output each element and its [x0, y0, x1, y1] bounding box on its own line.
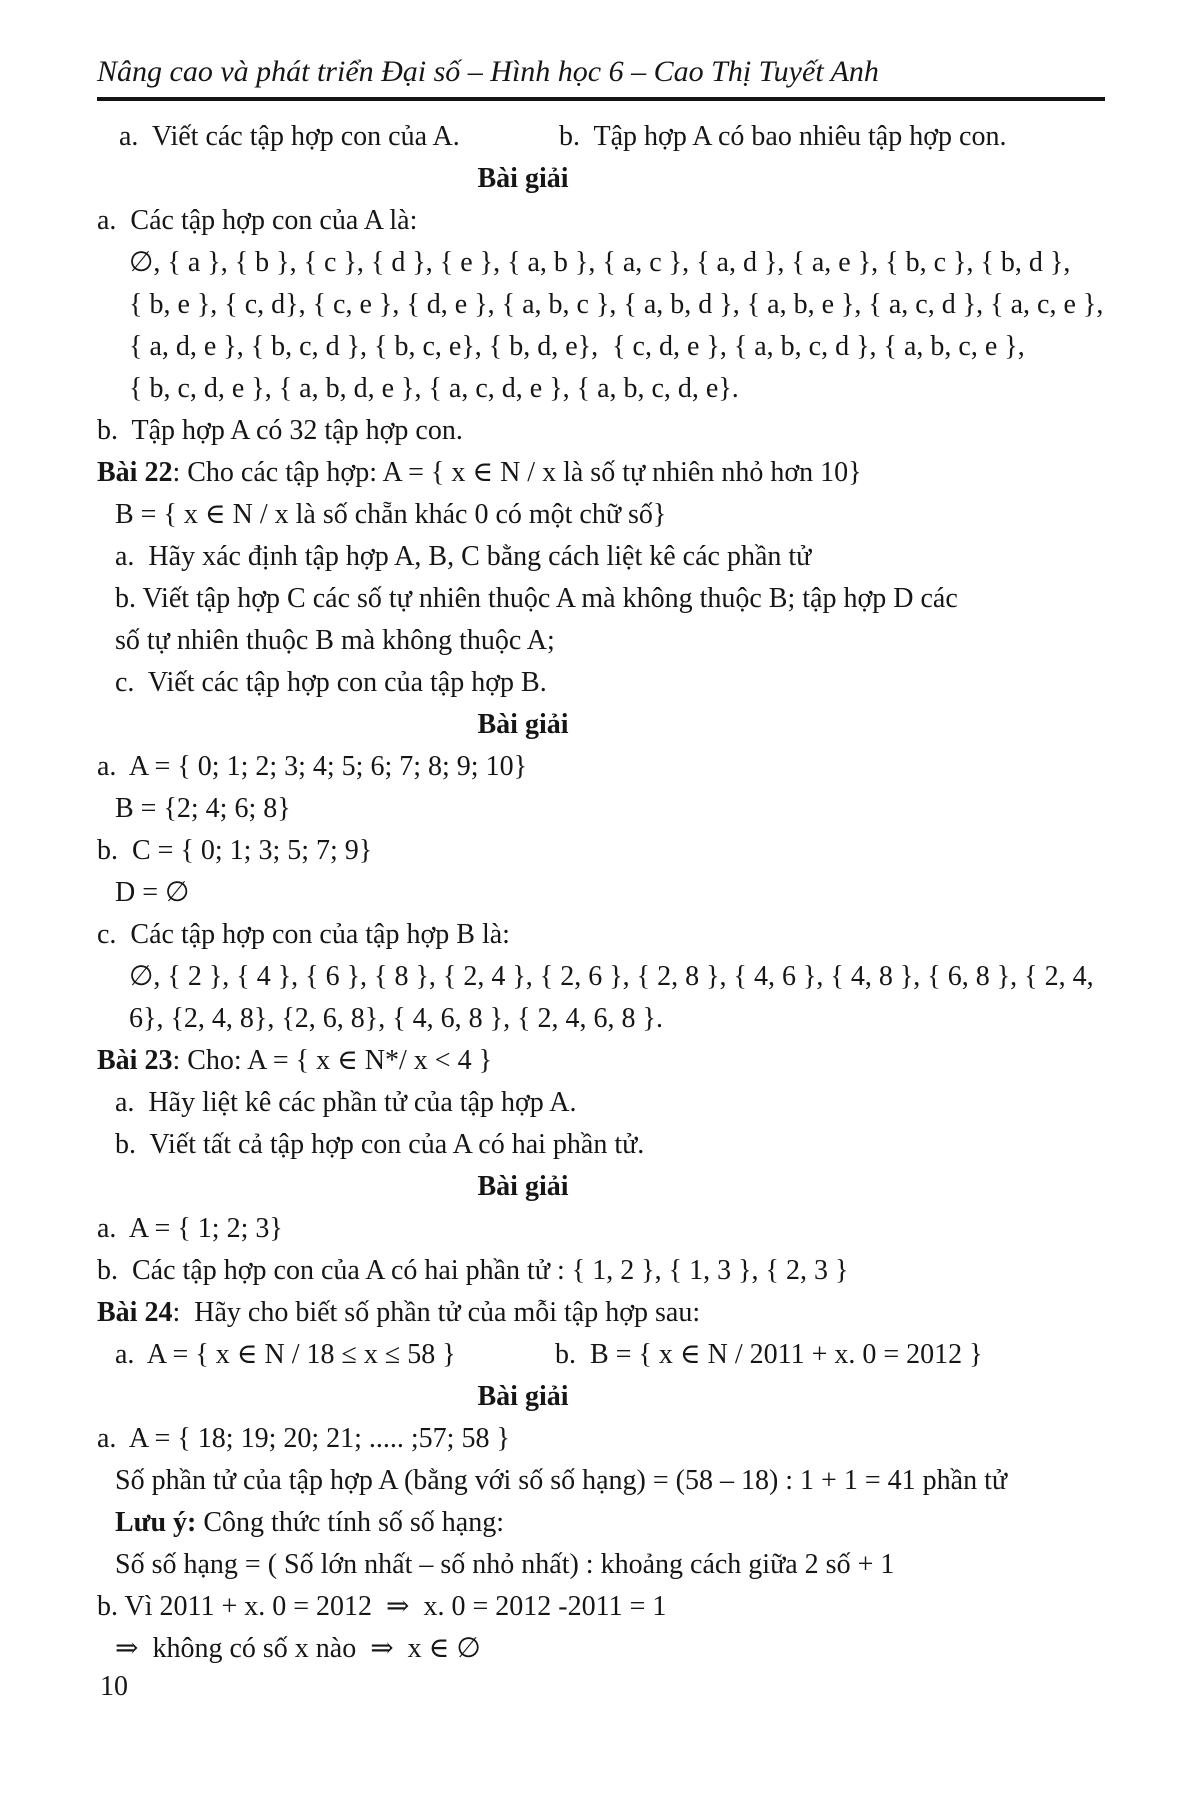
problem21-question-b: b. Tập hợp A có bao nhiêu tập hợp con. [559, 121, 1007, 152]
problem24-note [97, 1502, 1110, 1544]
problem22-title [97, 452, 1110, 494]
problem24-intro: : Hãy cho biết số phần tử của mỗi tập hợp sau: [172, 1297, 701, 1328]
problem21-answer-a: a. Các tập hợp con của A là: [97, 205, 418, 236]
problem22-set-b: B = { x ∈ N / x là số chẵn khác 0 có một chữ số} [115, 499, 667, 530]
page-body [97, 116, 1110, 1670]
problem22-answer-b1: b. C = { 0; 1; 3; 5; 7; 9} [97, 835, 373, 866]
problem21-answer-b: b. Tập hợp A có 32 tập hợp con. [97, 415, 463, 446]
solution-heading-3: Bài giải [477, 1171, 569, 1202]
problem23-answer-b: b. Các tập hợp con của A có hai phần tử : { 1, 2 }, { 1, 3 }, { 2, 3 } [97, 1255, 849, 1286]
problem23-label: Bài 23 [97, 1045, 173, 1076]
problem22-question-c: c. Viết các tập hợp con của tập hợp B. [115, 667, 547, 698]
problem22-question-b-line2: số tự nhiên thuộc B mà không thuộc A; [115, 625, 555, 656]
problem24-answer-a-count: Số phần tử của tập hợp A (bằng với số số hạng) = (58 – 18) : 1 + 1 = 41 phần tử [115, 1465, 1008, 1496]
problem21-subset-line-4: { b, c, d, e }, { a, b, d, e }, { a, c, d, e }, { a, b, c, d, e}. [129, 373, 739, 404]
problem23-answer-a: a. A = { 1; 2; 3} [97, 1213, 283, 1244]
problem22-answer-a2: B = {2; 4; 6; 8} [115, 793, 291, 824]
problem23-question-b: b. Viết tất cả tập hợp con của A có hai phần tử. [115, 1129, 645, 1160]
problem22-question-a: a. Hãy xác định tập hợp A, B, C bằng cách liệt kê các phần tử [115, 541, 812, 572]
problem22-answer-b2: D = ∅ [115, 877, 190, 908]
problem23-title [97, 1040, 1110, 1082]
problem23-question-a: a. Hãy liệt kê các phần tử của tập hợp A. [115, 1087, 577, 1118]
solution-heading-2: Bài giải [477, 709, 569, 740]
problem21-subset-line-3: { a, d, e }, { b, c, d }, { b, c, e}, { b, d, e}, { c, d, e }, { a, b, c, d }, { a, b, c, e }, [129, 331, 1025, 362]
problem21-question-a: a. Viết các tập hợp con của A. [119, 121, 460, 152]
problem24-question-row [97, 1334, 1110, 1376]
problem22-question-b-line1: b. Viết tập hợp C các số tự nhiên thuộc A mà không thuộc B; tập hợp D các [115, 583, 958, 614]
problem21-subset-line-2: { b, e }, { c, d}, { c, e }, { d, e }, { a, b, c }, { a, b, d }, { a, b, e }, { a, c, d }, { a, c, e }, [129, 289, 1104, 320]
problem24-question-a: a. A = { x ∈ N / 18 ≤ x ≤ 58 } [115, 1339, 456, 1370]
problem21-question-row [97, 116, 1110, 158]
problem21-subset-line-1: ∅, { a }, { b }, { c }, { d }, { e }, { a, b }, { a, c }, { a, d }, { a, e }, { b, c }, { b, d }, [129, 247, 1071, 278]
problem24-note-label: Lưu ý: [115, 1507, 197, 1538]
problem22-label: Bài 22 [97, 457, 173, 488]
problem24-title [97, 1292, 1110, 1334]
page-header-title: Nâng cao và phát triển Đại số – Hình học 6 – Cao Thị Tuyết Anh [97, 55, 879, 88]
header-divider [97, 97, 1105, 101]
problem24-answer-a: a. A = { 18; 19; 20; 21; ..... ;57; 58 } [97, 1423, 510, 1454]
problem24-question-b: b. B = { x ∈ N / 2011 + x. 0 = 2012 } [555, 1339, 983, 1370]
problem23-intro: : Cho: A = { x ∈ N*/ x < 4 } [172, 1045, 493, 1076]
problem24-formula: Số số hạng = ( Số lớn nhất – số nhỏ nhất) : khoảng cách giữa 2 số + 1 [115, 1549, 895, 1580]
problem24-note-text: Công thức tính số số hạng: [196, 1507, 504, 1538]
problem22-intro: : Cho các tập hợp: A = { x ∈ N / x là số tự nhiên nhỏ hơn 10} [172, 457, 862, 488]
problem24-answer-b-conclusion: ⇒ không có số x nào ⇒ x ∈ ∅ [115, 1633, 481, 1664]
problem22-answer-a1: a. A = { 0; 1; 2; 3; 4; 5; 6; 7; 8; 9; 10} [97, 751, 528, 782]
page-number: 10 [100, 1671, 128, 1702]
problem22-answer-c: c. Các tập hợp con của tập hợp B là: [97, 919, 510, 950]
problem24-answer-b: b. Vì 2011 + x. 0 = 2012 ⇒ x. 0 = 2012 -2011 = 1 [97, 1591, 667, 1622]
solution-heading-1: Bài giải [477, 163, 569, 194]
solution-heading-4: Bài giải [477, 1381, 569, 1412]
problem24-label: Bài 24 [97, 1297, 173, 1328]
problem22-subset-line-2: 6}, {2, 4, 8}, {2, 6, 8}, { 4, 6, 8 }, { 2, 4, 6, 8 }. [129, 1003, 663, 1034]
problem22-subset-line-1: ∅, { 2 }, { 4 }, { 6 }, { 8 }, { 2, 4 }, { 2, 6 }, { 2, 8 }, { 4, 6 }, { 4, 8 }, { 6, 8 }, { 2, 4, [129, 961, 1094, 992]
